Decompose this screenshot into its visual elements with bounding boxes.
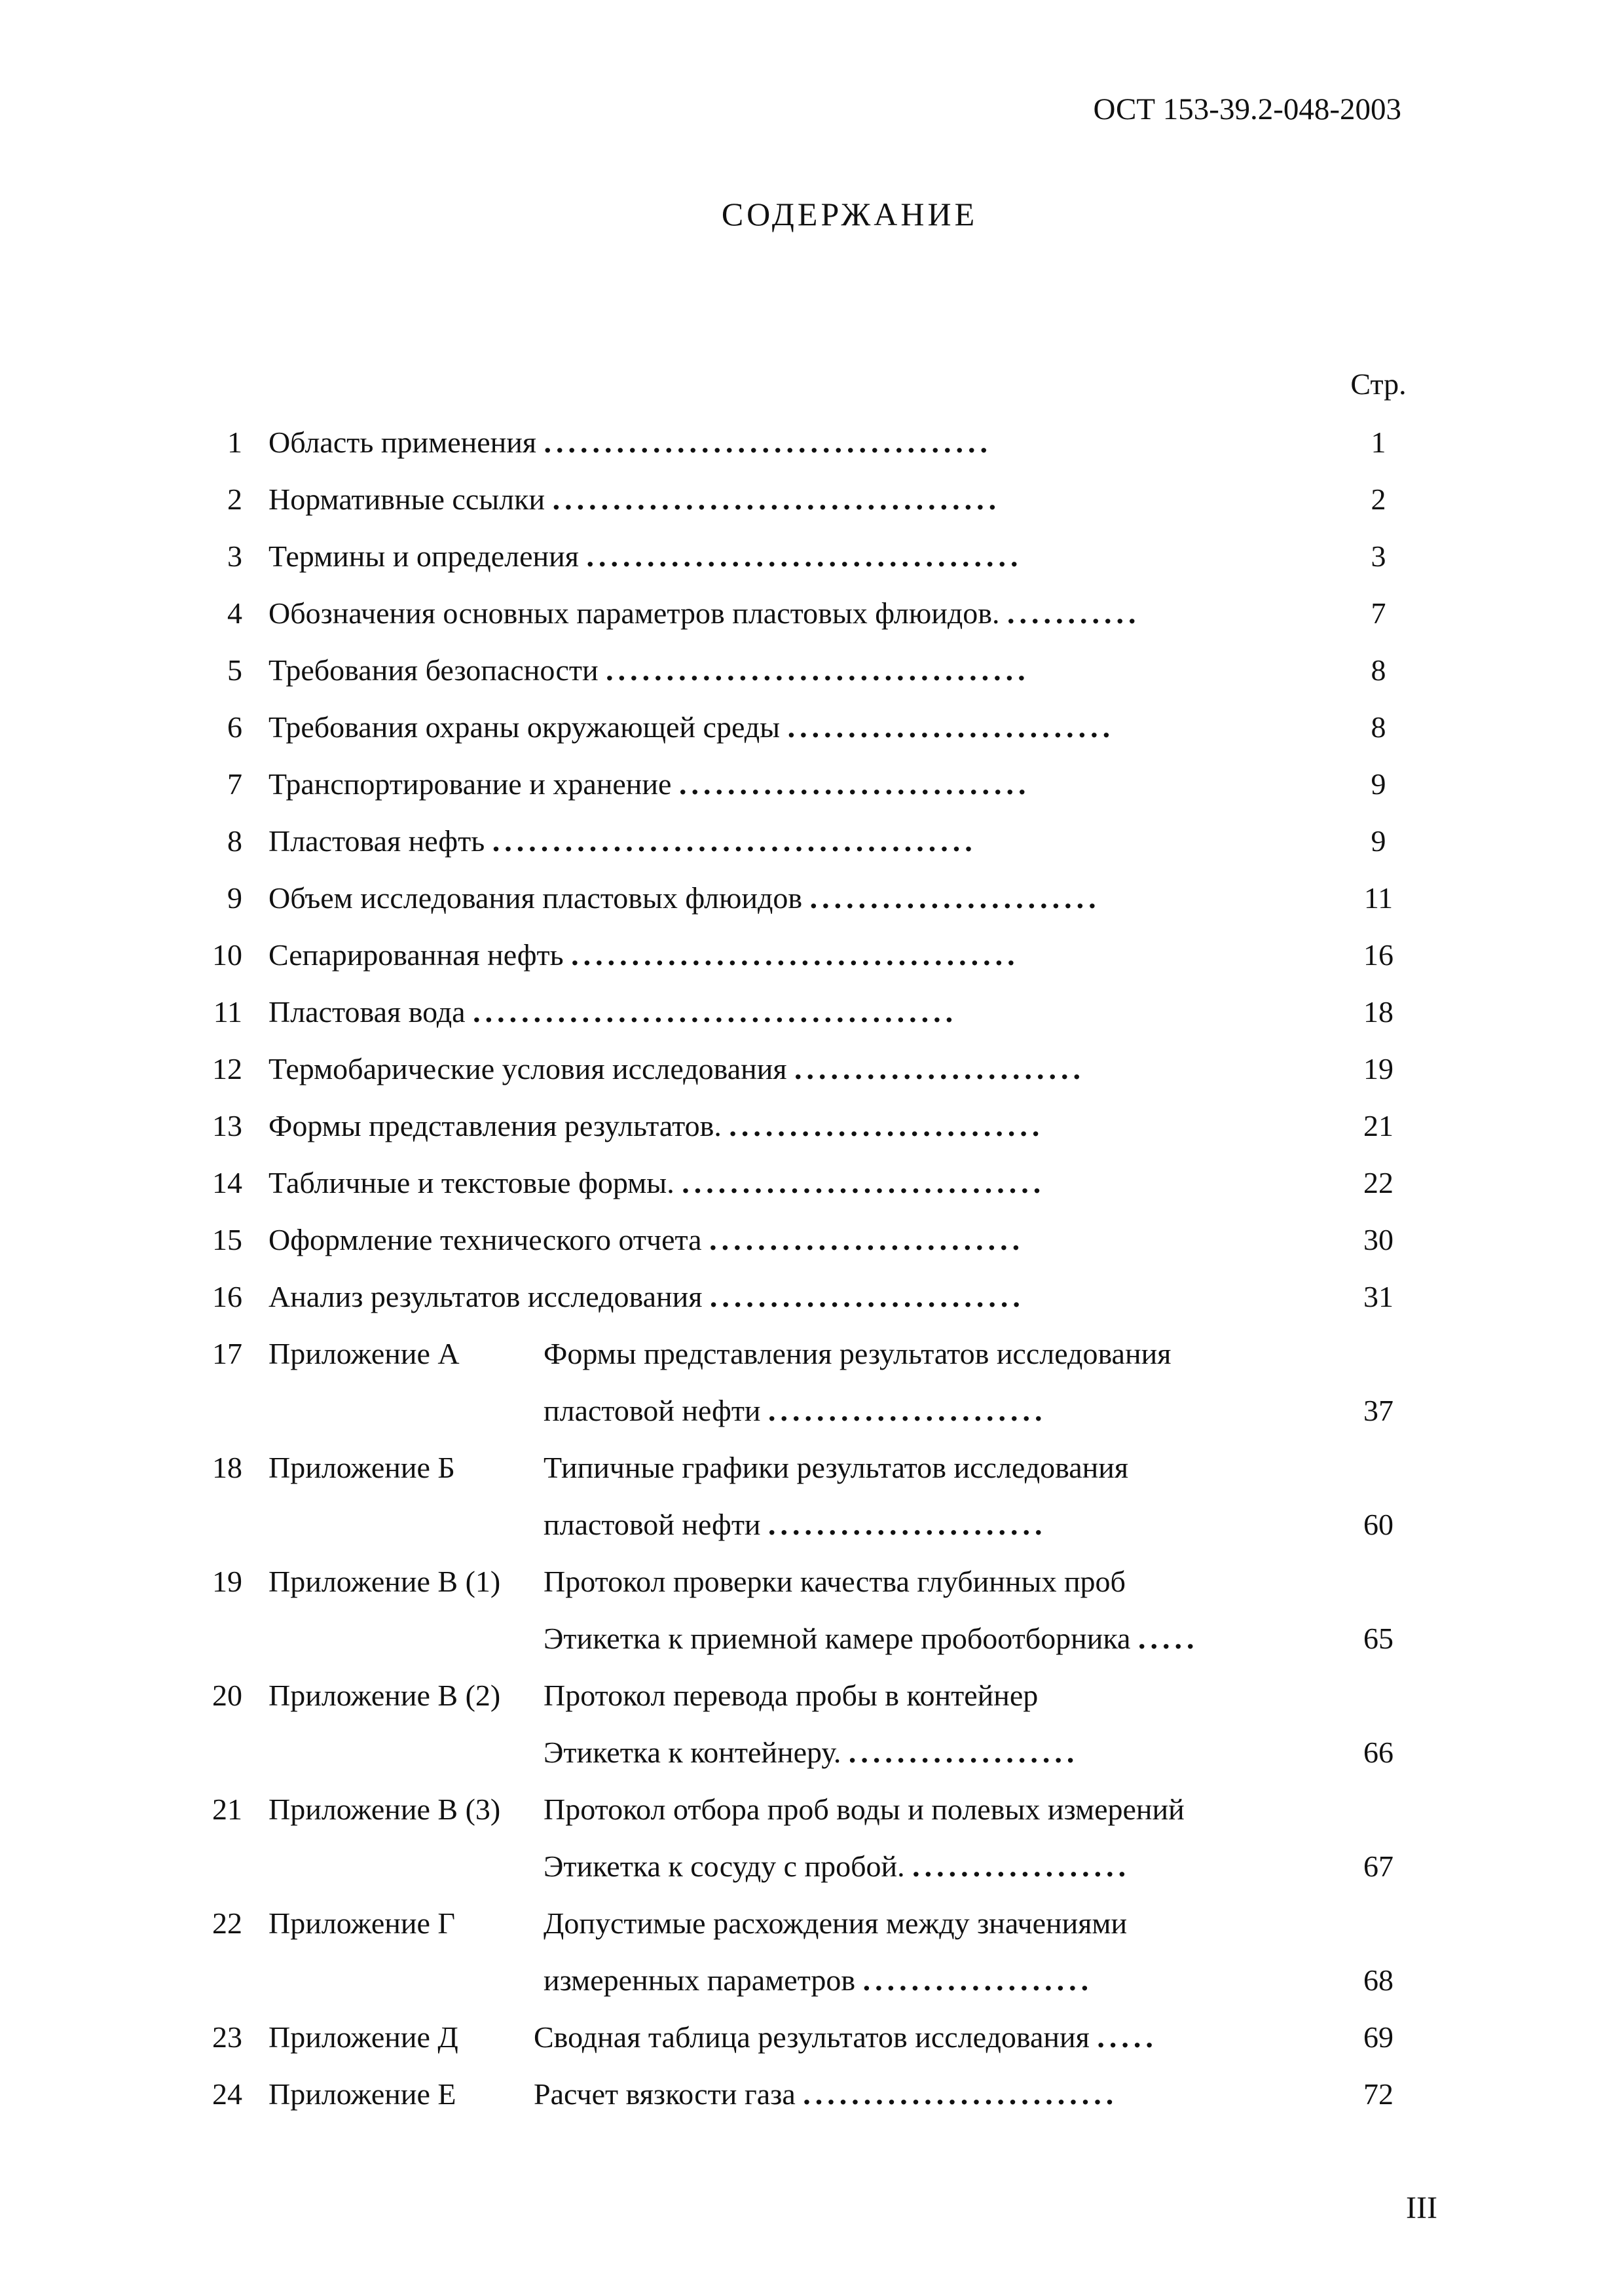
toc-entry-line	[190, 1781, 1421, 1838]
toc-entry-text: Область применения	[268, 426, 537, 459]
toc-page-number: 66	[1363, 1736, 1393, 1769]
toc-entry-number: 19	[212, 1565, 242, 1598]
toc-entry-number: 10	[212, 938, 242, 972]
toc-entry-line	[190, 1382, 1421, 1439]
toc-entry-number: 15	[212, 1223, 242, 1256]
dot-leader: ...................	[862, 1963, 1094, 1997]
toc-page-number: 37	[1363, 1394, 1393, 1427]
toc-entry-text: пластовой нефти	[544, 1508, 761, 1541]
toc-entry-title	[268, 926, 1020, 983]
dot-leader: ..................	[912, 1850, 1131, 1883]
toc-entry-line	[190, 585, 1421, 642]
toc-entry-text: Табличные и текстовые формы.	[268, 1166, 674, 1199]
toc-entry-title	[268, 585, 1140, 642]
toc-appendix-label: Приложение Б	[268, 1451, 455, 1484]
toc-page-number: 22	[1363, 1166, 1393, 1199]
toc-entry-number: 12	[212, 1052, 242, 1085]
dot-leader: .......................	[768, 1508, 1047, 1541]
toc-entry-title	[268, 1268, 1025, 1325]
dot-leader: ..........................	[803, 2077, 1118, 2111]
toc-entry-text: Термины и определения	[268, 539, 579, 573]
toc-entry-text: Допустимые расхождения между значениями	[544, 1906, 1128, 1940]
toc-appendix-label: Приложение Г	[268, 1906, 455, 1940]
toc-page-number: 30	[1363, 1223, 1393, 1256]
toc-entry-text: Термобарические условия исследования	[268, 1052, 787, 1085]
toc-page-number: 21	[1363, 1109, 1393, 1142]
toc-entry-text: Сводная таблица результатов исследования	[534, 2020, 1090, 2054]
toc-page-number: 3	[1371, 539, 1386, 573]
toc-entry-line	[190, 1268, 1421, 1325]
dot-leader: ...................................	[606, 653, 1030, 687]
toc-entry-text: Пластовая нефть	[268, 824, 485, 858]
toc-entry-text: Расчет вязкости газа	[534, 2077, 796, 2111]
toc-entry-title	[268, 983, 957, 1040]
toc-entry-text: Типичные графики результатов исследования	[544, 1451, 1129, 1484]
dot-leader: .....	[1137, 1622, 1199, 1655]
dot-leader: .....................................	[544, 426, 993, 459]
toc-entry-line	[190, 869, 1421, 926]
toc-page-number: 8	[1371, 653, 1386, 687]
toc-entry-text: Сепарированная нефть	[268, 938, 564, 972]
toc-page-number: 9	[1371, 824, 1386, 858]
toc-entry-title	[268, 414, 992, 471]
toc-entry-title	[268, 1154, 1045, 1211]
toc-entry-text: Объем исследования пластовых флюидов	[268, 881, 803, 915]
toc-entry-title	[544, 1667, 1038, 1724]
page-number: III	[1406, 2191, 1437, 2225]
toc-entry-title	[544, 1610, 1198, 1667]
toc-entry-title	[544, 1382, 1047, 1439]
toc-entry-line	[190, 528, 1421, 585]
toc-entry-number: 24	[212, 2077, 242, 2111]
toc-entry-text: Этикетка к контейнеру.	[544, 1736, 841, 1769]
toc-appendix-label: Приложение В (2)	[268, 1679, 501, 1712]
toc-page-number: 60	[1363, 1508, 1393, 1541]
toc-entry-text: Оформление технического отчета	[268, 1223, 702, 1256]
toc-entry-line	[190, 1040, 1421, 1097]
toc-list	[190, 414, 1421, 2123]
document-code: ОСТ 153-39.2-048-2003	[1093, 92, 1401, 126]
toc-page-number: 72	[1363, 2077, 1393, 2111]
toc-entry-number: 23	[212, 2020, 242, 2054]
toc-entry-title	[544, 1724, 1079, 1781]
toc-entry-line	[190, 1610, 1421, 1667]
toc-entry-text: Протокол отбора проб воды и полевых измерений	[544, 1793, 1185, 1826]
toc-entry-number: 3	[227, 539, 242, 573]
dot-leader: ........................................	[492, 824, 977, 858]
toc-entry-line	[190, 1496, 1421, 1553]
toc-page-number: 9	[1371, 767, 1386, 801]
toc-entry-text: Этикетка к приемной камере пробоотборника	[544, 1622, 1131, 1655]
toc-entry-number: 22	[212, 1906, 242, 1940]
toc-entry-number: 16	[212, 1280, 242, 1313]
toc-entry-line	[190, 1667, 1421, 1724]
toc-entry-title	[268, 812, 977, 869]
dot-leader: .....................................	[552, 483, 1001, 516]
toc-page-number: 18	[1363, 995, 1393, 1029]
toc-entry-text: Протокол перевода пробы в контейнер	[544, 1679, 1039, 1712]
toc-entry-number: 11	[213, 995, 242, 1029]
toc-entry-text: Формы представления результатов исследования	[544, 1337, 1172, 1370]
toc-entry-title	[534, 2009, 1158, 2066]
toc-page-number: 68	[1363, 1963, 1393, 1997]
toc-entry-text: Этикетка к сосуду с пробой.	[544, 1850, 905, 1883]
toc-page-number: 31	[1363, 1280, 1393, 1313]
toc-entry-title	[268, 1097, 1044, 1154]
toc-entry-number: 1	[227, 426, 242, 459]
toc-entry-text: измеренных параметров	[544, 1963, 856, 1997]
toc-entry-number: 7	[227, 767, 242, 801]
dot-leader: .....	[1097, 2020, 1158, 2054]
dot-leader: .............................	[678, 767, 1031, 801]
toc-entry-line	[190, 1952, 1421, 2009]
dot-leader: ..........................	[709, 1280, 1025, 1313]
toc-entry-title	[544, 1838, 1130, 1895]
toc-entry-number: 5	[227, 653, 242, 687]
dot-leader: ...........	[1006, 596, 1141, 630]
toc-page-number: 16	[1363, 938, 1393, 972]
toc-entry-text: Нормативные ссылки	[268, 483, 545, 516]
toc-entry-number: 20	[212, 1679, 242, 1712]
toc-entry-text: Обозначения основных параметров пластовых флюидов.	[268, 596, 1000, 630]
toc-entry-title	[268, 756, 1030, 812]
toc-appendix-label: Приложение В (3)	[268, 1793, 501, 1826]
toc-entry-number: 8	[227, 824, 242, 858]
toc-entry-line	[190, 1154, 1421, 1211]
toc-title: СОДЕРЖАНИЕ	[721, 196, 978, 232]
dot-leader: ...........................	[787, 710, 1115, 744]
toc-entry-text: Формы представления результатов.	[268, 1109, 722, 1142]
dot-leader: ........................	[794, 1052, 1086, 1085]
toc-page-number: 69	[1363, 2020, 1393, 2054]
toc-entry-line	[190, 1895, 1421, 1952]
toc-entry-number: 13	[212, 1109, 242, 1142]
toc-entry-title	[544, 1895, 1127, 1952]
toc-entry-text: Пластовая вода	[268, 995, 466, 1029]
toc-entry-title	[544, 1781, 1185, 1838]
toc-entry-title	[268, 699, 1115, 756]
toc-entry-title	[268, 869, 1101, 926]
toc-entry-line	[190, 699, 1421, 756]
page-column-header: Стр.	[1350, 367, 1407, 401]
toc-entry-title	[544, 1952, 1093, 2009]
toc-entry-title	[544, 1496, 1047, 1553]
toc-entry-number: 4	[227, 596, 242, 630]
toc-entry-text: Протокол проверки качества глубинных проб	[544, 1565, 1126, 1598]
toc-entry-number: 9	[227, 881, 242, 915]
toc-entry-line	[190, 1325, 1421, 1382]
toc-entry-line	[190, 1724, 1421, 1781]
toc-entry-text: Анализ результатов исследования	[268, 1280, 703, 1313]
dot-leader: ...................	[848, 1736, 1079, 1769]
toc-page-number: 1	[1371, 426, 1386, 459]
toc-appendix-label: Приложение А	[268, 1337, 460, 1370]
toc-page-number: 67	[1363, 1850, 1393, 1883]
toc-page-number: 19	[1363, 1052, 1393, 1085]
dot-leader: ..........................	[729, 1109, 1044, 1142]
toc-entry-line	[190, 812, 1421, 869]
toc-entry-line	[190, 1097, 1421, 1154]
toc-entry-title	[544, 1439, 1128, 1496]
toc-entry-line	[190, 1211, 1421, 1268]
toc-entry-number: 2	[227, 483, 242, 516]
dot-leader: .......................	[768, 1394, 1047, 1427]
toc-entry-line	[190, 1838, 1421, 1895]
toc-entry-line	[190, 756, 1421, 812]
toc-entry-line	[190, 983, 1421, 1040]
dot-leader: ....................................	[586, 539, 1023, 573]
toc-entry-line	[190, 414, 1421, 471]
dot-leader: ..........................	[709, 1223, 1025, 1256]
toc-entry-text: Транспортирование и хранение	[268, 767, 672, 801]
toc-entry-number: 21	[212, 1793, 242, 1826]
toc-entry-line	[190, 471, 1421, 528]
toc-appendix-label: Приложение Е	[268, 2077, 456, 2111]
dot-leader: ........................................	[473, 995, 958, 1029]
toc-entry-title	[268, 528, 1022, 585]
toc-entry-number: 17	[212, 1337, 242, 1370]
toc-entry-title	[534, 2066, 1118, 2123]
toc-entry-line	[190, 2066, 1421, 2123]
toc-entry-line	[190, 642, 1421, 699]
dot-leader: .....................................	[571, 938, 1020, 972]
toc-page-number: 7	[1371, 596, 1386, 630]
toc-entry-title	[268, 642, 1030, 699]
toc-entry-text: Требования охраны окружающей среды	[268, 710, 781, 744]
toc-appendix-label: Приложение В (1)	[268, 1565, 501, 1598]
toc-entry-line	[190, 926, 1421, 983]
dot-leader: ..............................	[682, 1166, 1046, 1199]
toc-appendix-label: Приложение Д	[268, 2020, 458, 2054]
toc-page-number: 8	[1371, 710, 1386, 744]
toc-page-number: 2	[1371, 483, 1386, 516]
toc-entry-title	[268, 471, 1001, 528]
toc-entry-line	[190, 1439, 1421, 1496]
toc-entry-number: 6	[227, 710, 242, 744]
toc-page-number: 11	[1363, 881, 1393, 915]
toc-entry-title	[268, 1211, 1024, 1268]
toc-entry-line	[190, 1553, 1421, 1610]
toc-entry-number: 18	[212, 1451, 242, 1484]
toc-page-number: 65	[1363, 1622, 1393, 1655]
toc-entry-text: пластовой нефти	[544, 1394, 761, 1427]
toc-entry-text: Требования безопасности	[268, 653, 599, 687]
toc-entry-number: 14	[212, 1166, 242, 1199]
toc-entry-line	[190, 2009, 1421, 2066]
toc-entry-title	[544, 1325, 1171, 1382]
toc-entry-title	[268, 1040, 1085, 1097]
dot-leader: ........................	[809, 881, 1101, 915]
toc-entry-title	[544, 1553, 1126, 1610]
